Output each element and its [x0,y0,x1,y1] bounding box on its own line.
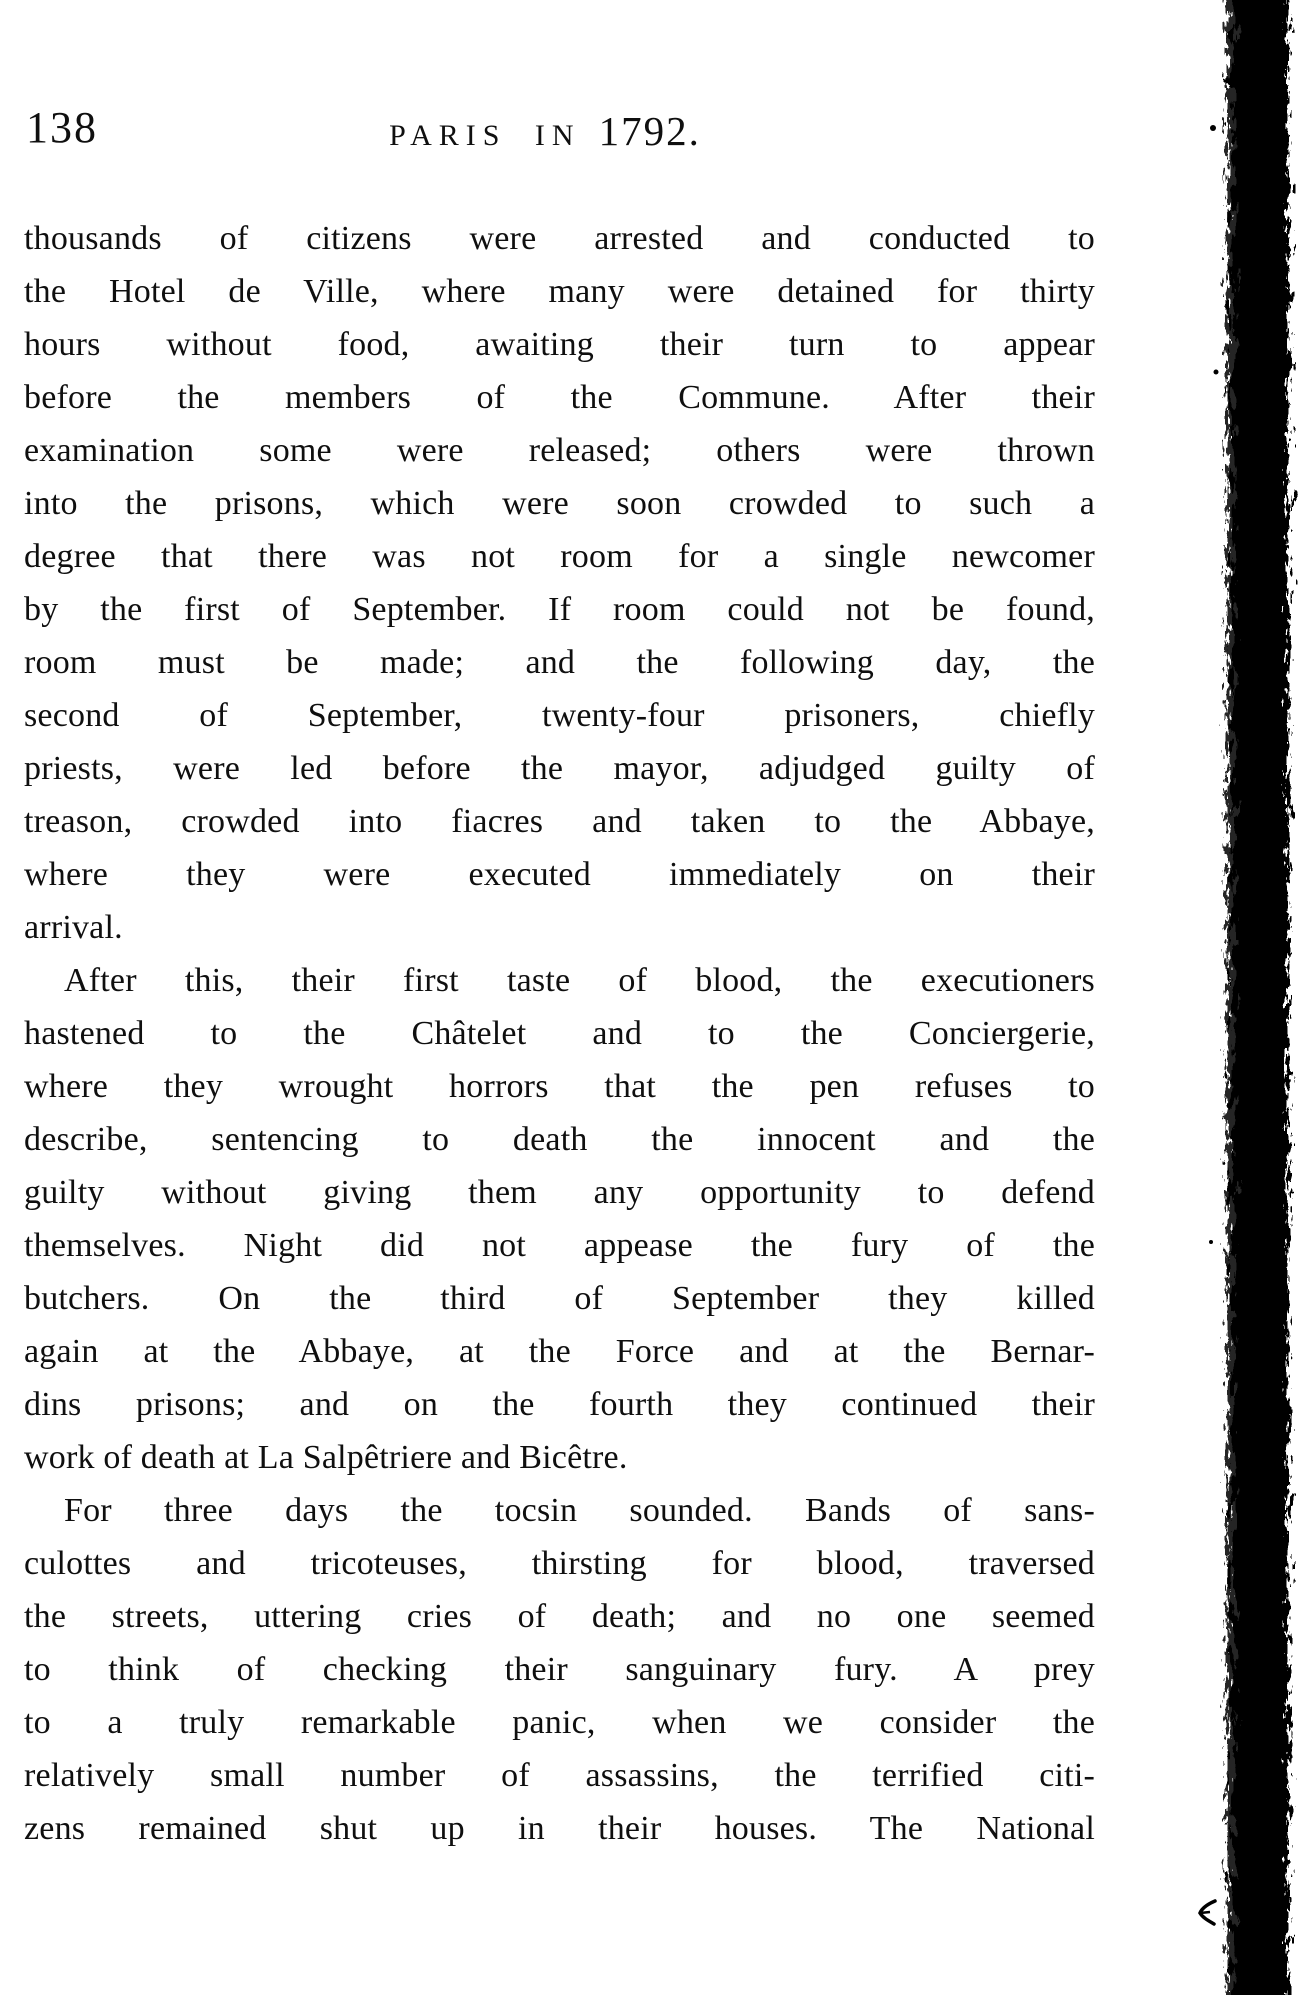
text-line: before the members of the Commune. After their [24,379,1095,416]
text-line: For three days the tocsin sounded. Bands of sans- [64,1492,1095,1529]
text-line: zens remained shut up in their houses. The National [24,1810,1095,1847]
text-line: work of death at La Salpêtriere and Bicêtre. [24,1439,628,1476]
text-line: After this, their first taste of blood, the executioners [64,962,1095,999]
body-text [24,212,1095,1855]
scan-speck-mark [1196,1898,1220,1928]
text-line: guilty without giving them any opportunity to defend [24,1174,1095,1211]
text-line: butchers. On the third of September they killed [24,1280,1095,1317]
text-line: arrival. [24,909,123,946]
text-line: describe, sentencing to death the innocent and the [24,1121,1095,1158]
text-line: to think of checking their sanguinary fury. A prey [24,1651,1095,1688]
text-line: examination some were released; others were thrown [24,432,1095,469]
text-line: culottes and tricoteuses, thirsting for blood, traversed [24,1545,1095,1582]
running-header [389,108,701,154]
text-line: priests, were led before the mayor, adjudged guilty of [24,750,1095,787]
page-number: 138 [26,103,98,152]
text-line: again at the Abbaye, at the Force and at the Bernar- [24,1333,1095,1370]
text-line: thousands of citizens were arrested and conducted to [24,220,1095,257]
text-line: where they wrought horrors that the pen refuses to [24,1068,1095,1105]
scan-gutter-band [1175,0,1299,1995]
text-line: the streets, uttering cries of death; and no one seemed [24,1598,1095,1635]
text-line: into the prisons, which were soon crowded to such a [24,485,1095,522]
text-line: treason, crowded into fiacres and taken to the Abbaye, [24,803,1095,840]
header-title: PARIS IN [389,119,581,152]
text-line: the Hotel de Ville, where many were detained for thirty [24,273,1095,310]
text-line: degree that there was not room for a single newcomer [24,538,1095,575]
text-line: second of September, twenty-four prisoners, chiefly [24,697,1095,734]
text-line: themselves. Night did not appease the fury of the [24,1227,1095,1264]
text-line: relatively small number of assassins, the terrified citi- [24,1757,1095,1794]
paragraph [24,954,1095,1484]
paragraph [24,1484,1095,1855]
text-line: by the first of September. If room could not be found, [24,591,1095,628]
header-year: 1792. [598,108,701,154]
text-line: hours without food, awaiting their turn to appear [24,326,1095,363]
text-line: to a truly remarkable panic, when we consider the [24,1704,1095,1741]
text-line: where they were executed immediately on their [24,856,1095,893]
paragraph [24,212,1095,954]
text-line: dins prisons; and on the fourth they continued their [24,1386,1095,1423]
text-line: room must be made; and the following day, the [24,644,1095,681]
text-line: hastened to the Châtelet and to the Conciergerie, [24,1015,1095,1052]
